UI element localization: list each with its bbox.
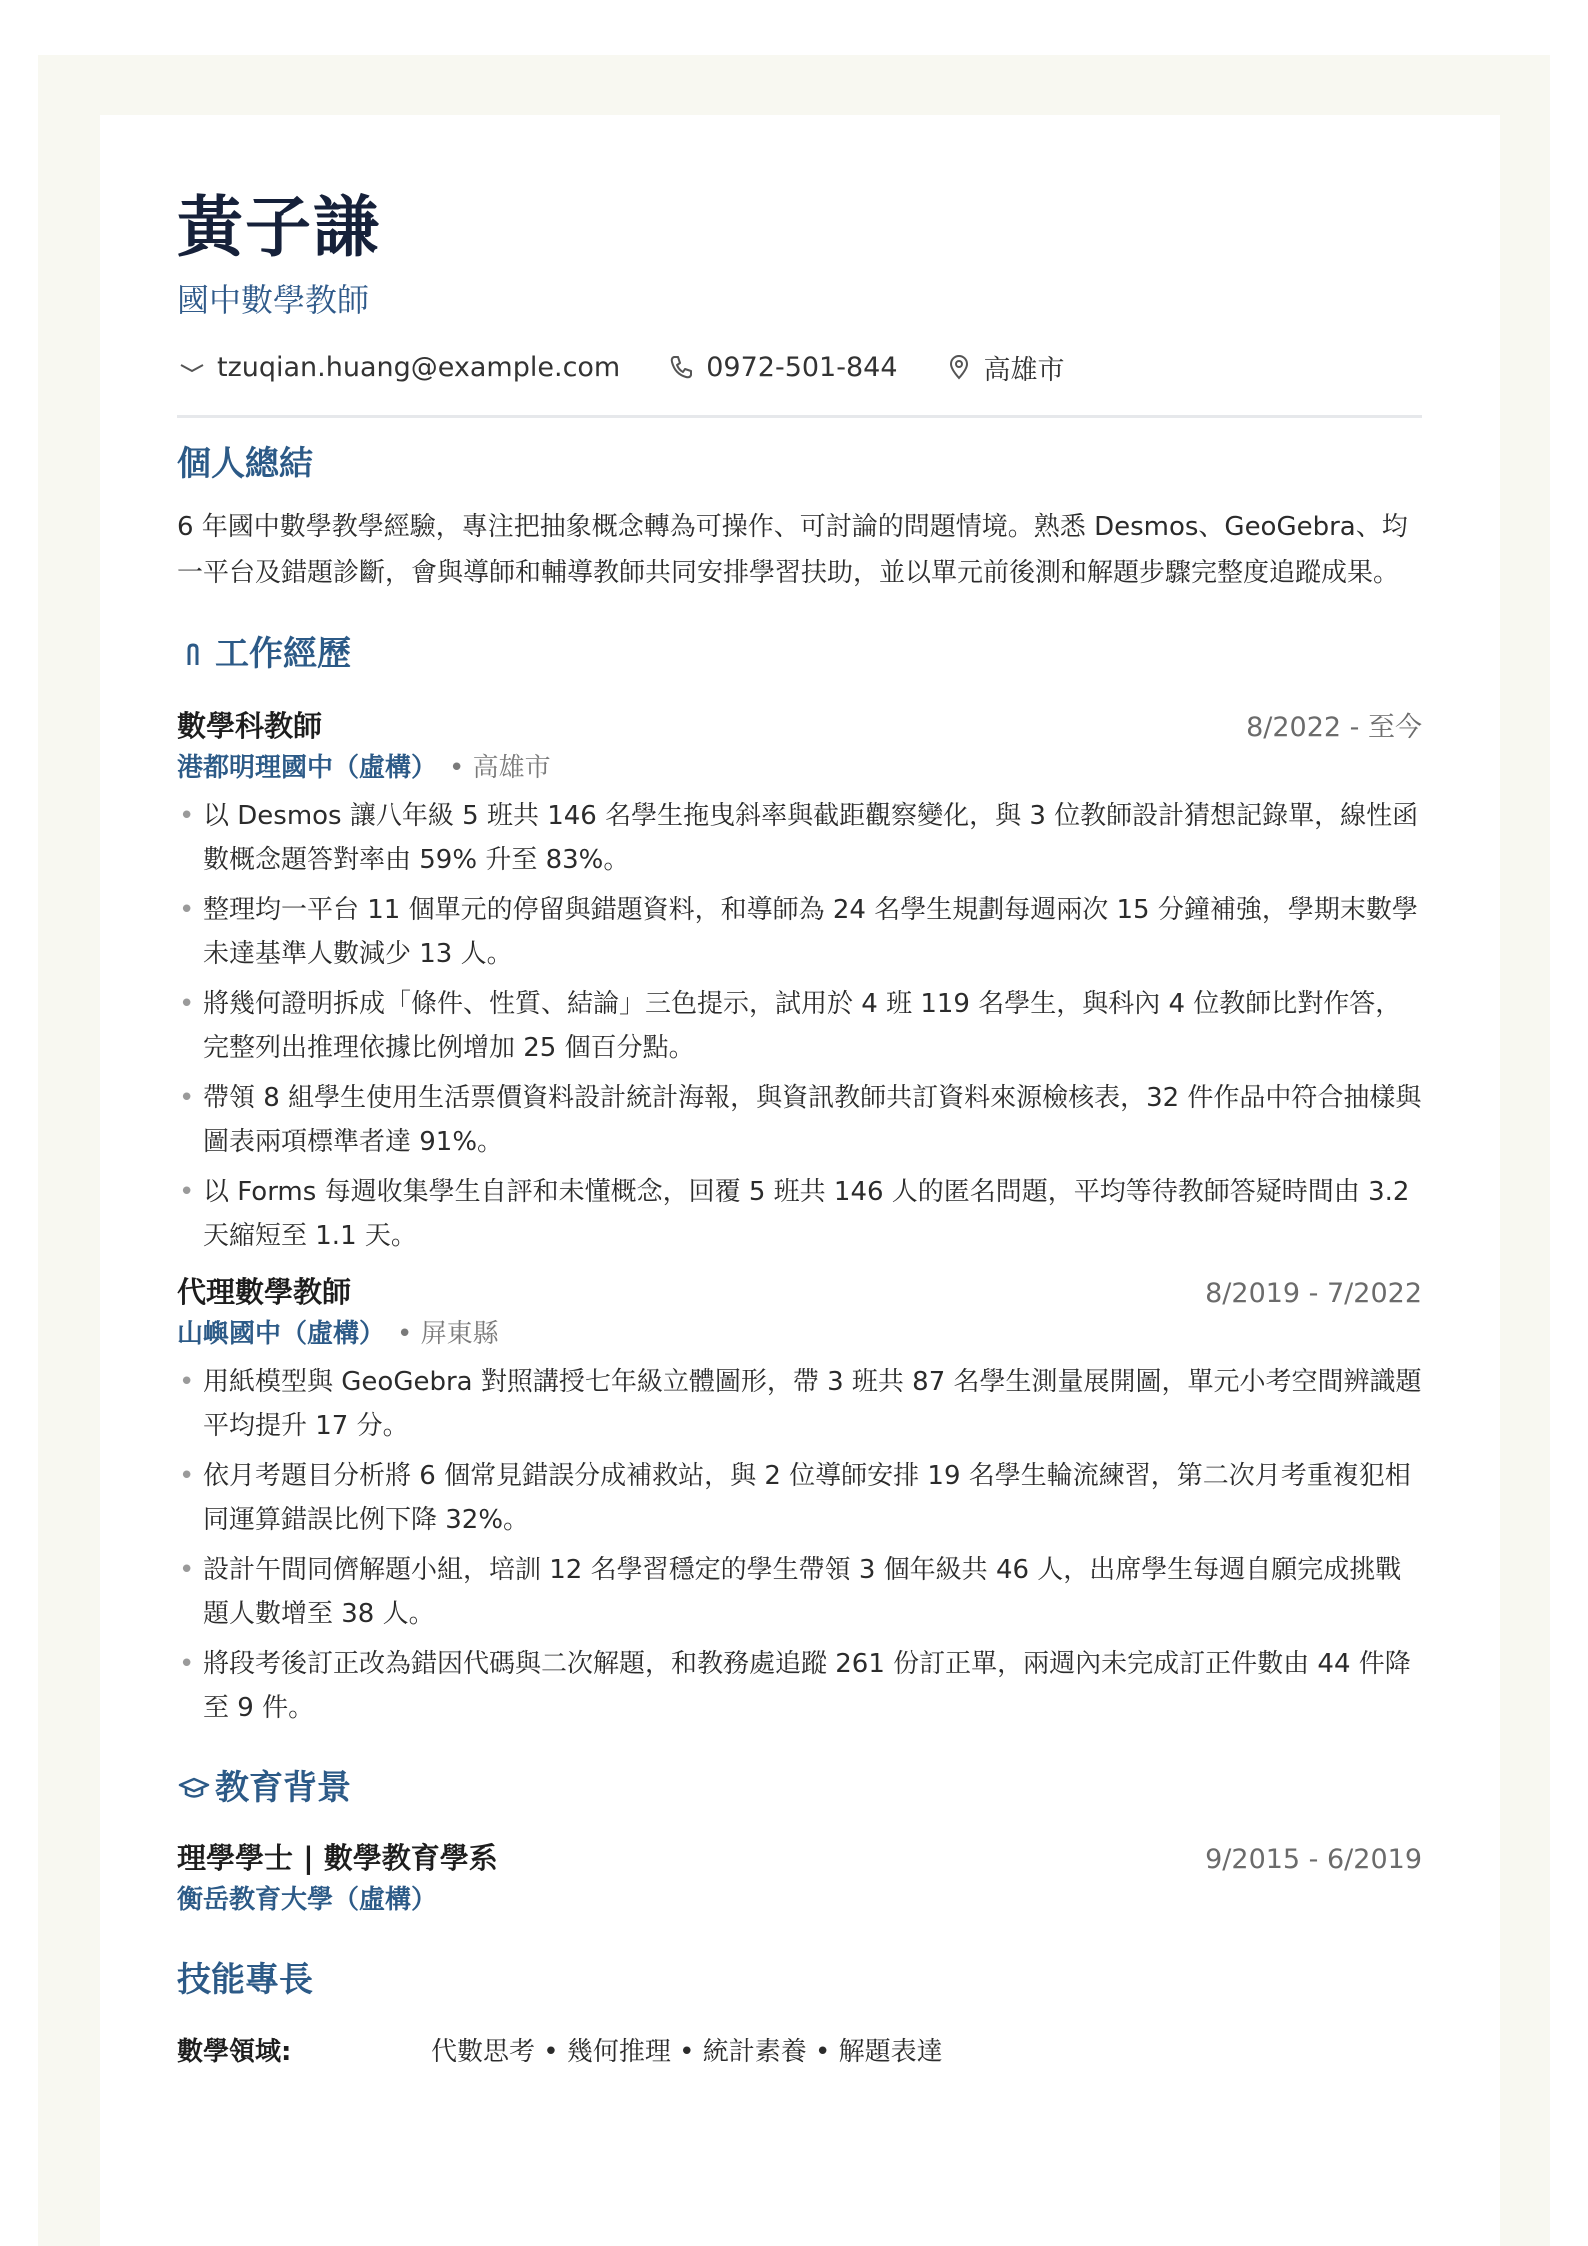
bullet-item: • 以 Forms 每週收集學生自評和未懂概念，回覆 5 班共 146 人的匿名問題，平均等待教師答疑時間由 3.2 天縮短至 1.1 天。 [177, 1170, 1422, 1258]
job-role: 代理數學教師 [177, 1275, 352, 1309]
job-header [177, 1272, 1422, 1314]
job-entry [177, 706, 1422, 1258]
job-location: • 高雄市 [449, 753, 551, 783]
skills-heading: 技能專長 [177, 1960, 313, 2000]
education-item [177, 1838, 1422, 1880]
resume-content [177, 185, 1422, 2072]
phone-icon [666, 352, 696, 382]
location-pin-icon [944, 352, 974, 382]
education-date: 9/2015 - 6/2019 [1205, 1844, 1422, 1875]
bullet-item: • 設計午間同儕解題小組，培訓 12 名學習穩定的學生帶領 3 個年級共 46 人，出席學生每週自願完成挑戰題人數增至 38 人。 [177, 1548, 1422, 1636]
job-date: 8/2019 - 7/2022 [1205, 1278, 1422, 1309]
organization-name: 港都明理國中（虛構） [177, 753, 438, 783]
experience-section [177, 632, 1422, 1730]
school-name: 衡岳教育大學（虛構） [177, 1885, 438, 1915]
bullet-item: • 用紙模型與 GeoGebra 對照講授七年級立體圖形，帶 3 班共 87 名學生測量展開圖，單元小考空間辨識題平均提升 17 分。 [177, 1360, 1422, 1448]
education-section [177, 1766, 1422, 1920]
job-bullets [177, 1360, 1422, 1730]
job-title: 國中數學教師 [177, 281, 370, 319]
job-date: 8/2022 - 至今 [1246, 712, 1422, 743]
degree-text: 理學學士 | 數學教育學系 [177, 1841, 498, 1875]
skills-section [177, 1958, 1422, 2072]
briefcase-icon [177, 637, 211, 671]
contact-bar [177, 347, 1422, 387]
contact-location [944, 348, 1065, 387]
job-location: • 屏東縣 [397, 1319, 499, 1349]
job-entry [177, 1272, 1422, 1730]
bullet-item: • 依月考題目分析將 6 個常見錯誤分成補救站，與 2 位導師安排 19 名學生輪流練習，第二次月考重複犯相同運算錯誤比例下降 32%。 [177, 1454, 1422, 1542]
bullet-item: • 將幾何證明拆成「條件、性質、結論」三色提示，試用於 4 班 119 名學生，與科內 4 位教師比對作答，完整列出推理依據比例增加 25 個百分點。 [177, 982, 1422, 1070]
bullet-item: • 整理均一平台 11 個單元的停留與錯題資料，和導師為 24 名學生規劃每週兩次 15 分鐘補強，學期末數學未達基準人數減少 13 人。 [177, 888, 1422, 976]
job-bullets [177, 794, 1422, 1258]
contact-email[interactable] [177, 352, 620, 383]
mail-icon [177, 352, 207, 382]
job-org-line [177, 1314, 1422, 1354]
contact-phone[interactable] [666, 352, 897, 383]
skill-label: 數學領域: [177, 2037, 292, 2067]
candidate-name: 黃子謙 [177, 189, 381, 266]
summary-text: 6 年國中數學教學經驗，專注把抽象概念轉為可操作、可討論的問題情境。熟悉 Desmos、GeoGebra、均一平台及錯題診斷，會與導師和輔導教師共同安排學習扶助，並以單元前後測和解題步驟完整度追蹤成果。 [177, 512, 1408, 588]
skill-value: 代數思考 • 幾何推理 • 統計素養 • 解題表達 [431, 2037, 943, 2067]
bullet-item: • 以 Desmos 讓八年級 5 班共 146 名學生拖曳斜率與截距觀察變化，與 3 位教師設計猜想記錄單，線性函數概念題答對率由 59% 升至 83%。 [177, 794, 1422, 882]
organization-name: 山嶼國中（虛構） [177, 1319, 386, 1349]
header-divider [177, 415, 1422, 418]
bullet-item: • 帶領 8 組學生使用生活票價資料設計統計海報，與資訊教師共訂資料來源檢核表，32 件作品中符合抽樣與圖表兩項標準者達 91%。 [177, 1076, 1422, 1164]
job-role: 數學科教師 [177, 709, 323, 743]
job-header [177, 706, 1422, 748]
education-heading: 教育背景 [177, 1766, 1422, 1810]
graduation-cap-icon [177, 1771, 211, 1805]
summary-heading: 個人總結 [177, 444, 313, 484]
experience-heading: 工作經歷 [177, 632, 1422, 676]
email-text: tzuqian.huang@example.com [217, 351, 621, 383]
phone-text: 0972-501-844 [706, 351, 898, 383]
location-text: 高雄市 [983, 354, 1065, 386]
job-list [177, 706, 1422, 1730]
skill-row [177, 2032, 1422, 2072]
bullet-item: • 將段考後訂正改為錯因代碼與二次解題，和教務處追蹤 261 份訂正單，兩週內未完成訂正件數由 44 件降至 9 件。 [177, 1642, 1422, 1730]
job-org-line [177, 748, 1422, 788]
